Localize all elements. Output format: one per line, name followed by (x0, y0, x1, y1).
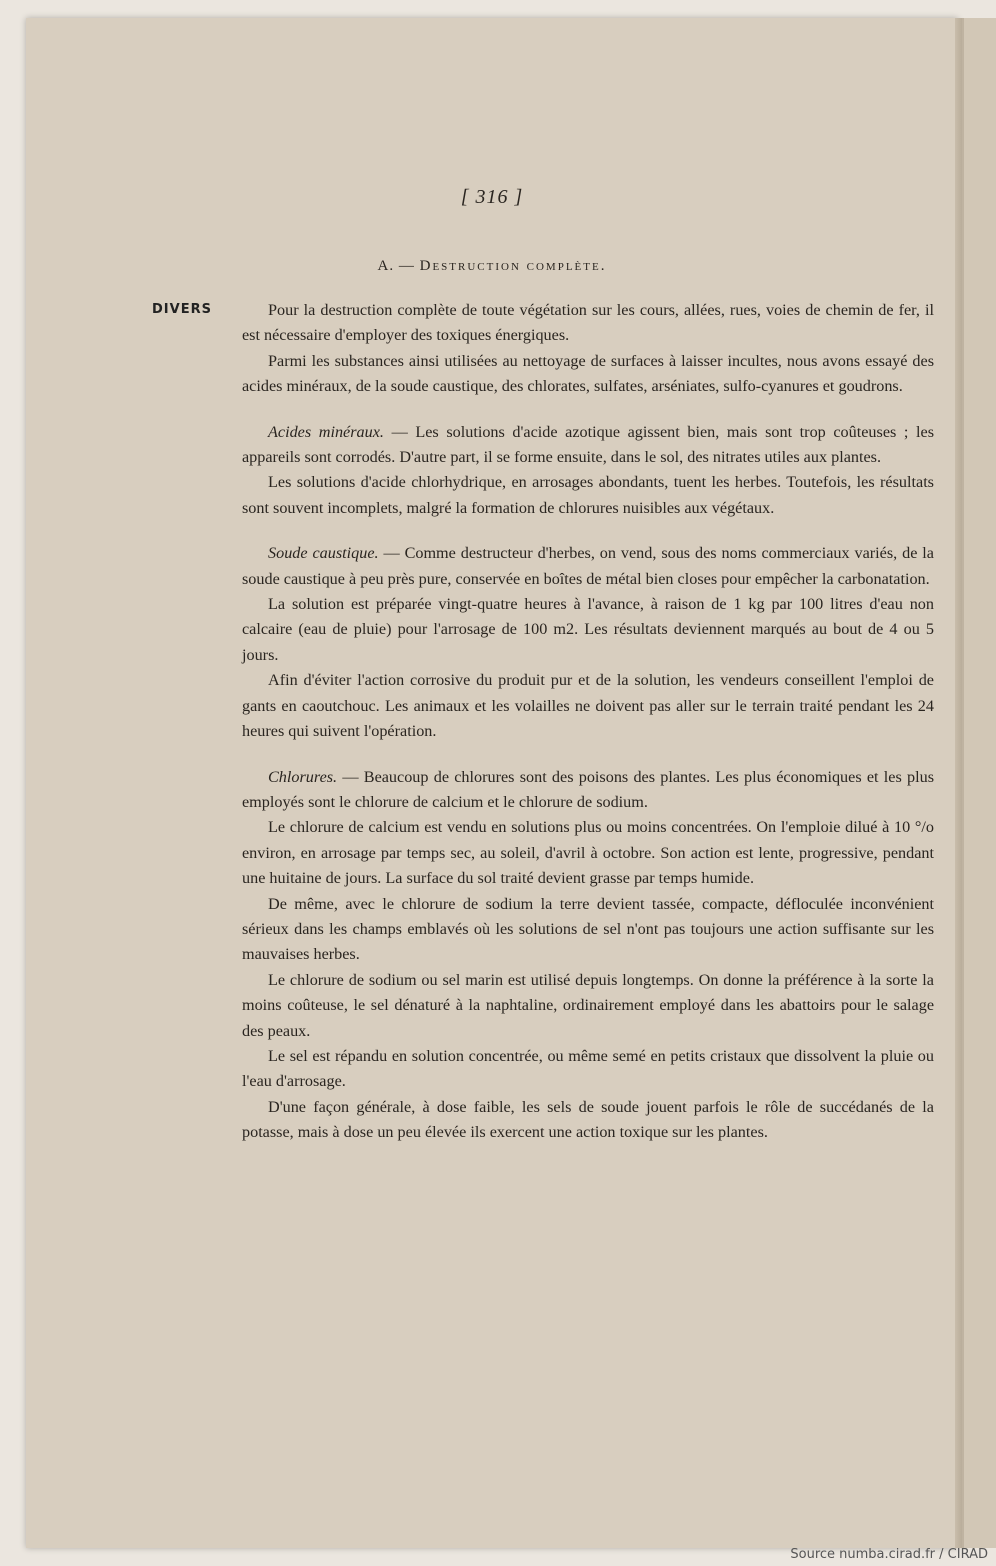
margin-label: DIVERS (152, 302, 212, 317)
source-credit: Source numba.cirad.fr / CIRAD (790, 1547, 988, 1562)
paragraph: D'une façon générale, à dose faible, les sels de soude jouent parfois le rôle de succédanés de la potasse, mais à dose un peu élevée ils exercent une action toxique sur les plantes. (242, 1097, 934, 1142)
section-heading-letter: A. — (377, 258, 415, 274)
paragraph: Pour la destruction complète de toute végétation sur les cours, allées, rues, voies de chemin de fer, il est nécessaire d'employer des toxiques énergiques. (242, 301, 934, 345)
paragraph: Les solutions d'acide chlorhydrique, en arrosages abondants, tuent les herbes. Toutefois, les résultats sont souvent incomplets, malgré la formation de chlorures nuisibles aux végétaux. (242, 473, 934, 517)
page-number: [ 316 ] (460, 186, 524, 208)
section-heading (26, 258, 958, 275)
next-page-edge (962, 18, 996, 1548)
paragraph: De même, avec le chlorure de sodium la terre devient tassée, compacte, défloculée inconvénient sérieux dans les champs emblavés où les solutions de sel n'ont pas toujours une action suffisante sur les mauvaises herbes. (242, 894, 934, 964)
paragraph-lead: Acides minéraux. (268, 422, 384, 441)
paragraph-soude-caustique: Soude caustique. — Comme destructeur d'herbes, on vend, sous des noms commerciaux variés, de la soude caustique à peu près pure, conservée en boîtes de métal bien closes pour empêcher la carbonatation. (242, 544, 934, 588)
paragraph-chlorures: Chlorures. — Beaucoup de chlorures sont des poisons des plantes. Les plus économiques et les plus employés sont le chlorure de calcium et le chlorure de sodium. (242, 767, 934, 811)
body-text (242, 298, 934, 1146)
book-page (26, 18, 958, 1548)
paragraph-acides-mineraux: Acides minéraux. — Les solutions d'acide azotique agissent bien, mais sont trop coûteuses ; les appareils sont corrodés. D'autre part, il se forme ensuite, dans le sol, des nitrates utiles aux plantes. (242, 422, 934, 467)
paragraph: Le sel est répandu en solution concentrée, ou même semé en petits cristaux que dissolvent la pluie ou l'eau d'arrosage. (242, 1046, 934, 1091)
paragraph: Le chlorure de calcium est vendu en solutions plus ou moins concentrées. On l'emploie dilué à 10 °/o environ, en arrosage par temps sec, au soleil, d'avril à octobre. Son action est lente, progressive, pendant une huitaine de jours. La surface du sol traité devient grasse par temps humide. (242, 818, 934, 888)
paragraph: Le chlorure de sodium ou sel marin est utilisé depuis longtemps. On donne la préférence à la sorte la moins coûteuse, le sel dénaturé à la naphtaline, ordinairement employé dans les abattoirs pour le salage des peaux. (242, 970, 934, 1040)
paragraph-lead: Chlorures. (268, 767, 338, 786)
paragraph: Afin d'éviter l'action corrosive du produit pur et de la solution, les vendeurs conseillent l'emploi de gants en caoutchouc. Les animaux et les volailles ne doivent pas aller sur le terrain traité pendant les 24 heures qui suivent l'opération. (242, 671, 934, 741)
section-heading-title: Destruction complète. (419, 258, 607, 274)
paragraph: La solution est préparée vingt-quatre heures à l'avance, à raison de 1 kg par 100 litres d'eau non calcaire (eau de pluie) pour l'arrosage de 100 m2. Les résultats deviennent marqués au bout de 4 ou 5 jours. (242, 595, 934, 664)
paragraph: Parmi les substances ainsi utilisées au nettoyage de surfaces à laisser incultes, nous avons essayé des acides minéraux, de la soude caustique, des chlorates, sulfates, arséniates, sulfo-cyanures et goudrons. (242, 351, 934, 396)
paragraph-lead: Soude caustique. (268, 544, 379, 563)
